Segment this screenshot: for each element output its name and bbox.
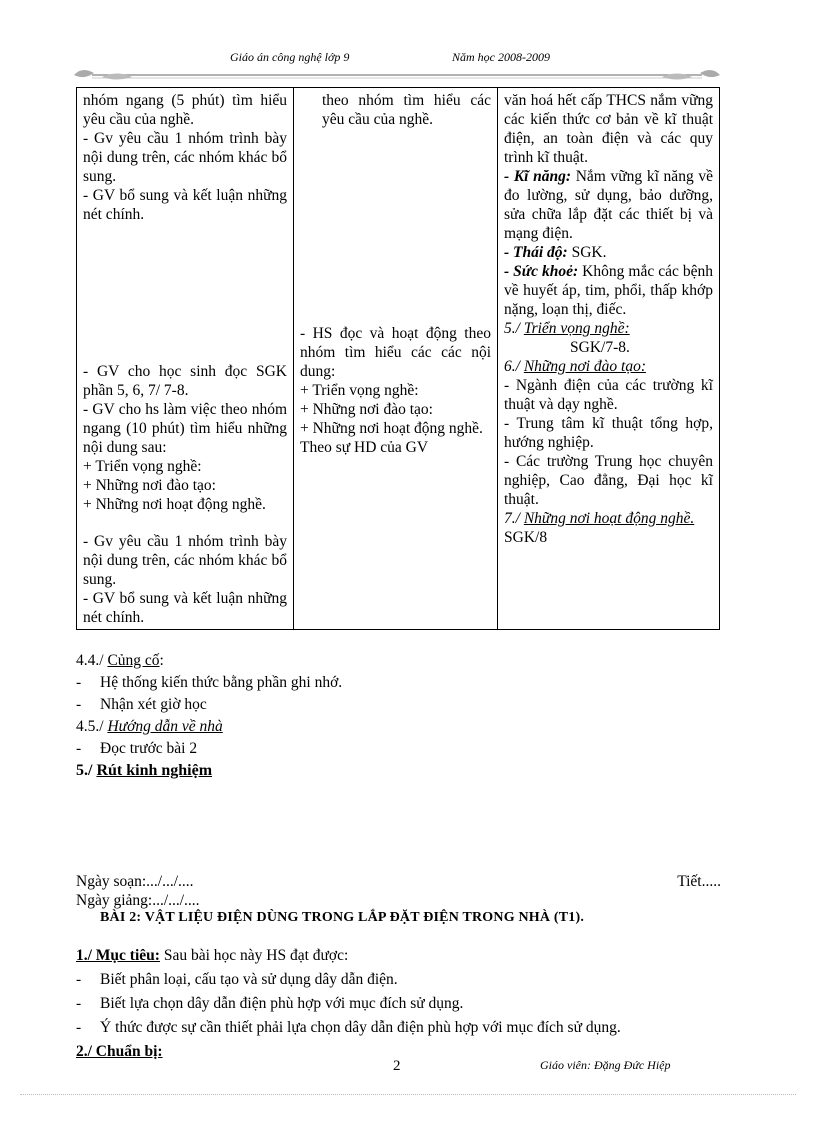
training-place: - Trung tâm kĩ thuật tổng hợp, hướng nghiệp. xyxy=(504,415,713,451)
section-44-number: 4.4./ xyxy=(76,652,104,669)
section-7-number: 7./ xyxy=(504,510,520,527)
teacher-line: - Gv yêu cầu 1 nhóm trình bày nội dung trên, các nhóm khác bổ sung. xyxy=(83,130,287,185)
section-6-title: Những nơi đào tạo: xyxy=(523,358,647,375)
dates-block xyxy=(76,872,721,910)
footer-divider xyxy=(20,1094,796,1095)
training-place: - Ngành điện của các trường kĩ thuật và dạy nghề. xyxy=(504,377,713,413)
section-5-number: 5./ xyxy=(76,762,93,779)
homework-item: Đọc trước bài 2 xyxy=(100,740,198,757)
section-45-title: Hướng dẫn về nhà xyxy=(107,718,223,735)
health-label: - Sức khoẻ: xyxy=(504,263,579,280)
teacher-signature: Giáo viên: Đặng Đức Hiệp xyxy=(540,1058,671,1072)
student-line: + Những nơi đào tạo: xyxy=(300,401,433,418)
section-44-colon: : xyxy=(159,652,164,669)
teacher-line: - GV bổ sung và kết luận những nét chính. xyxy=(83,187,287,223)
teacher-activity-cell xyxy=(77,88,294,630)
consolidation-section: 4.4./ Củng cố: - Hệ thống kiến thức bằng phần ghi nhớ. - Nhận xét giờ học 4.5./ Hướng dẫn về nhà - Đọc trước bài 2 5./ Rút kinh nghiệm xyxy=(76,652,343,779)
section-6-number: 6./ xyxy=(504,358,520,375)
consolidation-item: Hệ thống kiến thức bằng phần ghi nhớ. xyxy=(100,674,343,691)
teacher-line: - Gv yêu cầu 1 nhóm trình bày nội dung trên, các nhóm khác bổ sung. xyxy=(83,533,287,588)
section-5-number: 5./ xyxy=(504,320,520,337)
section-7-title: Những nơi hoạt động nghề. xyxy=(523,510,695,527)
objectives-heading: 1./ Mục tiêu: xyxy=(76,947,160,964)
section-7-text: SGK/8 xyxy=(504,529,548,546)
teach-date: Ngày giảng:.../.../.... xyxy=(76,892,200,909)
student-line: Theo sự HD của GV xyxy=(300,439,429,456)
student-activity-cell xyxy=(294,88,498,630)
teacher-line: - GV cho học sinh đọc SGK phần 5, 6, 7/ 7-8. xyxy=(83,363,287,399)
attitude-label: - Thái độ: xyxy=(504,244,568,261)
teacher-line: + Những nơi hoạt động nghề. xyxy=(83,496,266,513)
lesson-table xyxy=(76,87,720,630)
teacher-line: - GV bổ sung và kết luận những nét chính. xyxy=(83,590,287,626)
student-line: theo nhóm tìm hiểu các yêu cầu của nghề. xyxy=(322,92,491,128)
student-line: + Những nơi hoạt động nghề. xyxy=(300,420,483,437)
objectives-intro: Sau bài học này HS đạt được: xyxy=(163,947,349,964)
teacher-line: - GV cho hs làm việc theo nhóm ngang (10 phút) tìm hiểu những nội dung sau: xyxy=(83,401,287,456)
preparation-heading: 2./ Chuẩn bị: xyxy=(76,1043,163,1060)
content-cell xyxy=(498,88,720,630)
header-ornament xyxy=(72,64,722,86)
prep-date: Ngày soạn:.../.../.... xyxy=(76,873,194,890)
period-number: Tiết..... xyxy=(677,873,721,890)
attitude-text: SGK. xyxy=(571,244,607,261)
student-line: + Triển vọng nghề: xyxy=(300,382,419,399)
objective-item: Ý thức được sự cần thiết phải lựa chọn dây dẫn điện phù hợp với mục đích sử dụng. xyxy=(100,1019,621,1036)
skill-text: Nắm vững kĩ năng về đo lường, sử dụng, bảo dưỡng, sửa chữa lắp đặt các thiết bị và mạng điện. xyxy=(504,168,713,242)
student-line: - HS đọc và hoạt động theo nhóm tìm hiểu các các nội dung: xyxy=(300,325,491,380)
header-school-year: Năm học 2008-2009 xyxy=(452,50,550,64)
section-5-title: Triển vọng nghề: xyxy=(523,320,630,337)
teacher-line: + Triển vọng nghề: xyxy=(83,458,202,475)
teacher-line: + Những nơi đào tạo: xyxy=(83,477,216,494)
section-5-text: SGK/7-8. xyxy=(570,339,630,356)
objective-item: Biết lựa chọn dây dẫn điện phù hợp với mục đích sử dụng. xyxy=(100,995,464,1012)
skill-label: - Kĩ năng: xyxy=(504,168,572,185)
health-text: Không mắc các bệnh về huyết áp, tim, phổi, thấp khớp nặng, loạn thị, điếc. xyxy=(504,263,713,318)
teacher-line: nhóm ngang (5 phút) tìm hiểu yêu cầu của nghề. xyxy=(83,92,287,128)
objectives-section: 1./ Mục tiêu: Sau bài học này HS đạt được: - Biết phân loại, cấu tạo và sử dụng dây dẫn điện. - Biết lựa chọn dây dẫn điện phù hợp với mục đích sử dụng. - Ý thức được sự cần thiết phải lựa chọn dây dẫn điện phù hợp với mục đích sử dụng. 2./ Chuẩn bị: xyxy=(76,944,736,1064)
content-line: văn hoá hết cấp THCS nắm vững các kiến thức cơ bản về kĩ thuật điện, an toàn điện và các quy trình kĩ thuật. xyxy=(504,92,713,166)
section-5-title: Rút kinh nghiệm xyxy=(96,762,213,779)
page-number: 2 xyxy=(393,1058,401,1074)
consolidation-item: Nhận xét giờ học xyxy=(100,696,207,713)
objective-item: Biết phân loại, cấu tạo và sử dụng dây dẫn điện. xyxy=(100,971,398,988)
lesson-title: BÀI 2: VẬT LIỆU ĐIỆN DÙNG TRONG LẮP ĐẶT ĐIỆN TRONG NHÀ (T1). xyxy=(100,910,585,925)
header-subject: Giáo án công nghệ lớp 9 xyxy=(230,50,350,64)
section-45-number: 4.5./ xyxy=(76,718,104,735)
section-44-title: Củng cố xyxy=(107,652,160,669)
training-place: - Các trường Trung học chuyên nghiệp, Cao đẳng, Đại học kĩ thuật. xyxy=(504,453,713,508)
